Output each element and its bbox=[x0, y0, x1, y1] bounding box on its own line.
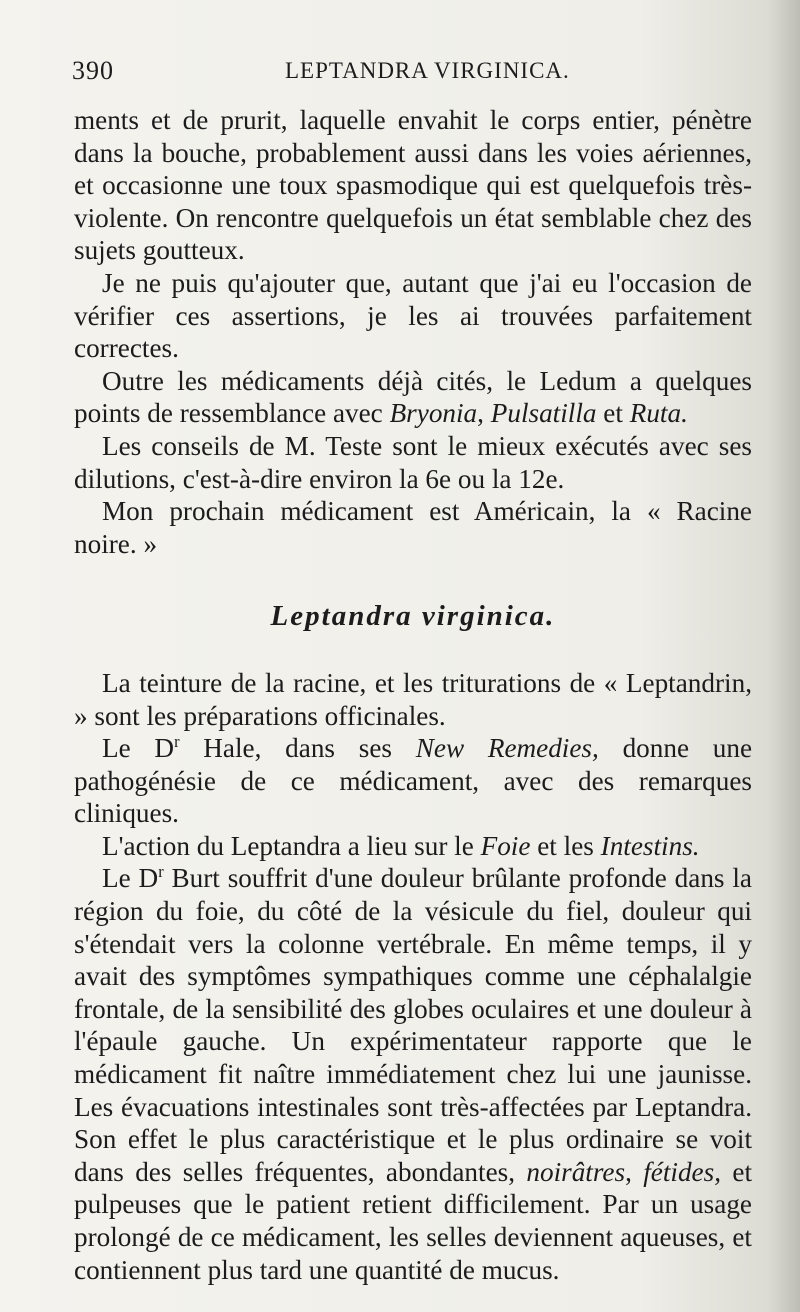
action-text: L'action du Leptandra a lieu sur le bbox=[102, 830, 474, 861]
paragraph-action bbox=[74, 830, 752, 863]
paragraph-assertions: Je ne puis qu'ajouter que, autant que j'ai eu l'occasion de vérifier ces assertions, je les ai trouvées parfaitement correctes. bbox=[74, 267, 752, 364]
page-header bbox=[72, 56, 752, 90]
hale-rest: donne une pathogénésie de ce médicament, avec des remarques cliniques. bbox=[74, 733, 753, 829]
organ-foie: Foie bbox=[480, 830, 531, 861]
running-head: LEPTANDRA VIRGINICA. bbox=[285, 58, 570, 83]
doctor-superscript: r bbox=[158, 862, 164, 882]
paragraph-continuation: ments et de prurit, laquelle envahit le corps entier, pénètre dans la bouche, probablement aussi dans les voies aériennes, et occasionne une toux spasmodique qui est quelquefois très-violente. On rencontre quelquefois un état semblable chez des sujets goutteux. bbox=[74, 105, 752, 266]
body-text bbox=[74, 104, 752, 1286]
burt-text: Burt souffrit d'une douleur brûlante profonde dans la région du foie, du côté de la vésicule du fiel, douleur qui s'étendait vers la colonne vertébrale. En même temps, il y avait des symptômes sympathiques comme une céphalalgie frontale, de la sensibilité des globes oculaires et une douleur à l'épaule gauche. Un expérimentateur rapporte que le médicament fit naître immédiatement chez lui une jaunisse. Les évacuations intestinales sont très-affectées par Leptandra. Son effet le plus caractéristique et le plus ordinaire se voit dans des selles fréquentes, abondantes, bbox=[74, 863, 753, 1187]
term-noiratres: noirâtres bbox=[526, 1156, 626, 1187]
paragraph-resemblance bbox=[74, 365, 752, 430]
resemblance-text: Outre les médicaments déjà cités, le Ledum a quelques points de ressemblance avec bbox=[74, 365, 752, 429]
conjunction: et bbox=[603, 398, 623, 429]
book-title-new-remedies: New Remedies, bbox=[415, 733, 599, 764]
separator: , bbox=[477, 398, 484, 429]
hale-text: Hale, dans ses bbox=[203, 733, 392, 764]
paragraph-burt bbox=[74, 862, 752, 1286]
section-title: Leptandra virginica. bbox=[270, 600, 556, 633]
page-number: 390 bbox=[72, 56, 114, 85]
paragraph-tincture: La teinture de la racine, et les triturations de « Leptandrin, » sont les préparations officinales. bbox=[74, 667, 752, 731]
burt-prefix: Le D bbox=[102, 863, 159, 894]
paragraph-teste: Les conseils de M. Teste sont le mieux exécutés avec ses dilutions, c'est-à-dire environ la 6e ou la 12e. bbox=[74, 430, 752, 494]
burt-rest: et pulpeuses que le patient retient difficilement. Par un usage prolongé de ce médicament, les selles deviennent aqueuses, et contiennent plus tard une quantité de mucus. bbox=[74, 1156, 752, 1285]
paragraph-next-remedy: Mon prochain médicament est Américain, la « Racine noire. » bbox=[74, 496, 752, 559]
term-fetides: fétides, bbox=[643, 1156, 722, 1187]
remedy-bryonia: Bryonia bbox=[389, 398, 478, 429]
paragraph-hale bbox=[74, 732, 752, 830]
doctor-superscript: r bbox=[174, 732, 180, 752]
organ-intestins: Intestins. bbox=[600, 830, 700, 861]
remedy-ruta: Ruta. bbox=[629, 398, 688, 429]
separator: , bbox=[625, 1156, 632, 1187]
action-conjunction: et les bbox=[537, 830, 594, 861]
hale-prefix: Le D bbox=[102, 733, 175, 764]
remedy-pulsatilla: Pulsatilla bbox=[490, 398, 597, 429]
